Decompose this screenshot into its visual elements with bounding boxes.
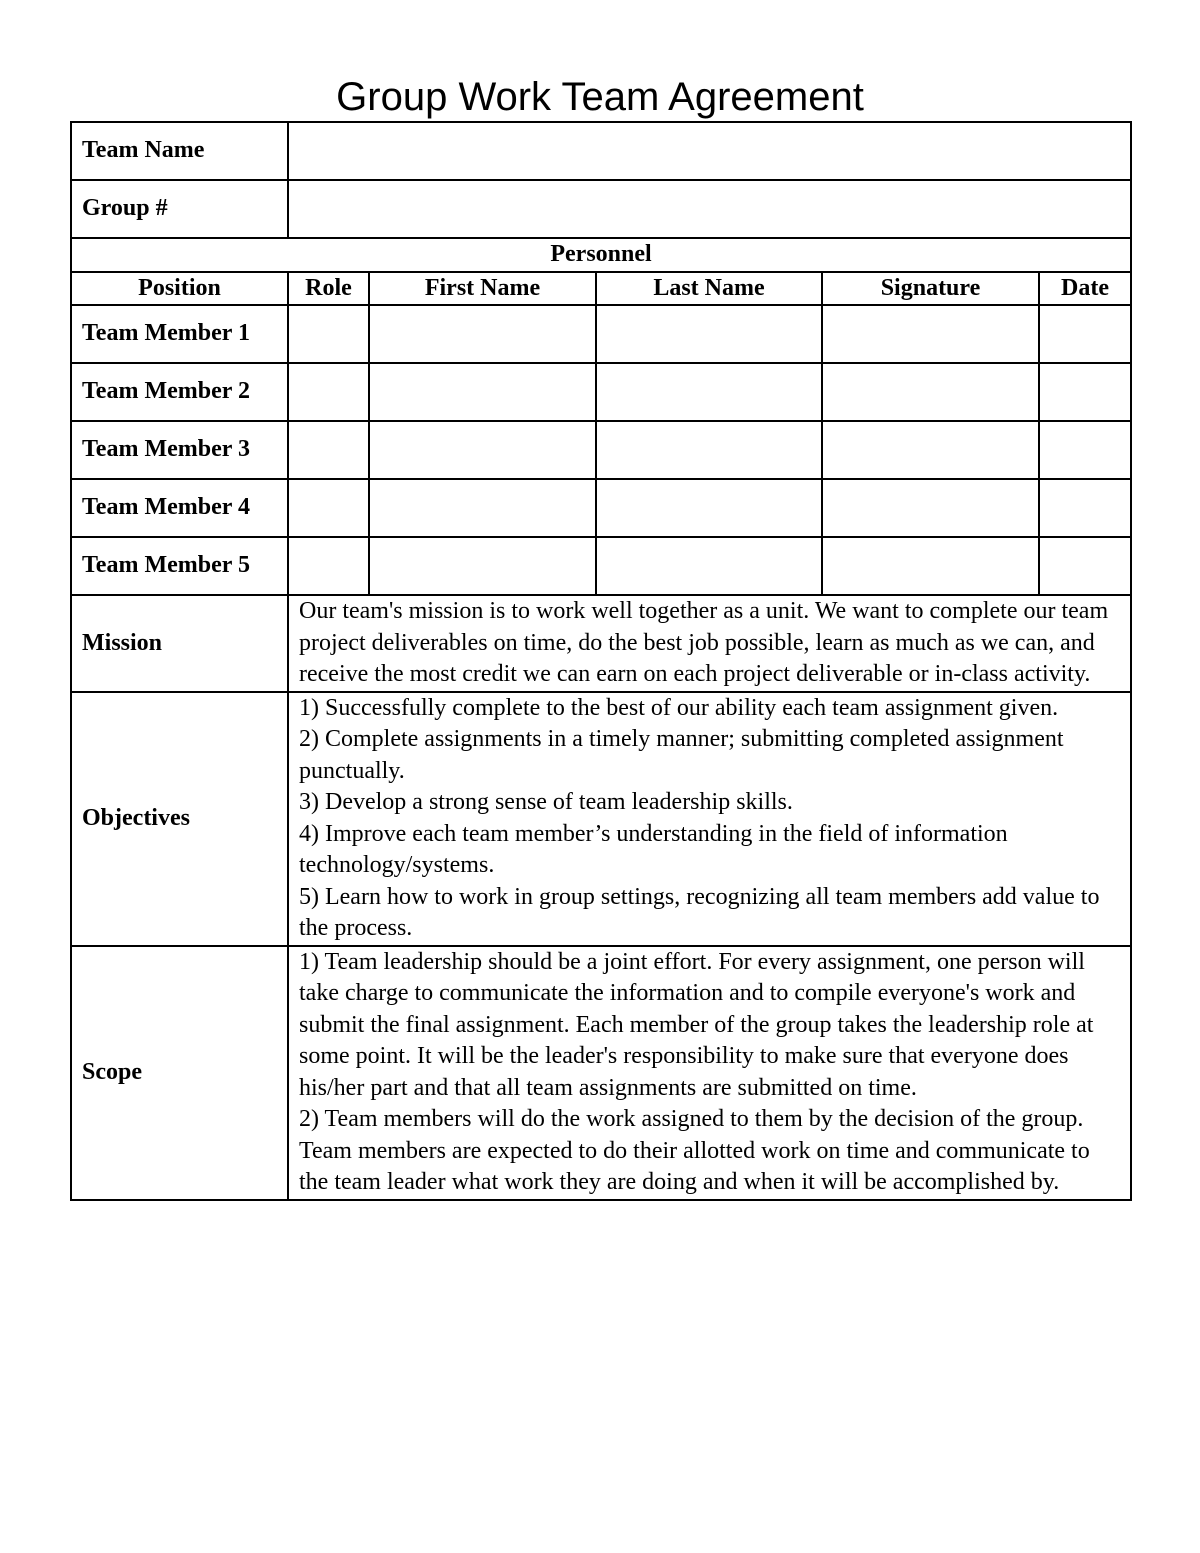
last-name-cell[interactable] [596, 363, 822, 421]
column-header-row [71, 272, 1131, 306]
objective-item: 3) Develop a strong sense of team leadership skills. [299, 789, 793, 815]
first-name-cell[interactable] [369, 479, 596, 537]
personnel-heading: Personnel [71, 238, 1131, 272]
team-member-row [71, 537, 1131, 595]
last-name-cell[interactable] [596, 421, 822, 479]
member-position: Team Member 3 [71, 421, 288, 479]
mission-label: Mission [71, 595, 288, 692]
date-cell[interactable] [1039, 421, 1131, 479]
role-cell[interactable] [288, 305, 369, 363]
signature-cell[interactable] [822, 363, 1039, 421]
member-position: Team Member 1 [71, 305, 288, 363]
date-cell[interactable] [1039, 305, 1131, 363]
document-title: Group Work Team Agreement [336, 75, 864, 119]
objectives-row [71, 692, 1131, 946]
role-cell[interactable] [288, 363, 369, 421]
signature-cell[interactable] [822, 421, 1039, 479]
last-name-cell[interactable] [596, 537, 822, 595]
scope-item: 1) Team leadership should be a joint effort. For every assignment, one person will take charge to communicate the information and to compile everyone's work and submit the final assignment. Each member of the group takes the leadership role at some point. It will be the leader's responsibility to make sure that everyone does his/her part and that all team assignments are submitted on time. [299, 948, 1094, 1101]
team-member-row [71, 421, 1131, 479]
objective-item: 2) Complete assignments in a timely manner; submitting completed assignment punctually. [299, 726, 1064, 784]
scope-row [71, 946, 1131, 1200]
last-name-cell[interactable] [596, 479, 822, 537]
signature-cell[interactable] [822, 305, 1039, 363]
objective-item: 4) Improve each team member’s understanding in the field of information technology/systems. [299, 820, 1008, 878]
member-position: Team Member 4 [71, 479, 288, 537]
objective-item: 1) Successfully complete to the best of our ability each team assignment given. [299, 694, 1059, 721]
column-header: First Name [369, 272, 596, 306]
column-header: Position [71, 272, 288, 306]
date-cell[interactable] [1039, 479, 1131, 537]
personnel-heading-row [71, 238, 1131, 272]
group-field[interactable] [288, 180, 1131, 238]
role-cell[interactable] [288, 421, 369, 479]
team-member-row [71, 479, 1131, 537]
scope-item: 2) Team members will do the work assigned to them by the decision of the group. Team members are expected to do their allotted work on time and communicate to the team leader what work they are doing and when it will be accomplished by. [299, 1106, 1090, 1195]
first-name-cell[interactable] [369, 421, 596, 479]
objectives-text [288, 692, 1131, 946]
column-header: Date [1039, 272, 1131, 306]
objective-item: 5) Learn how to work in group settings, recognizing all team members add value to the process. [299, 883, 1100, 941]
first-name-cell[interactable] [369, 363, 596, 421]
signature-cell[interactable] [822, 537, 1039, 595]
role-cell[interactable] [288, 537, 369, 595]
team-member-row [71, 305, 1131, 363]
scope-text [288, 946, 1131, 1200]
role-cell[interactable] [288, 479, 369, 537]
signature-cell[interactable] [822, 479, 1039, 537]
column-header: Signature [822, 272, 1039, 306]
group-row [71, 180, 1131, 238]
team-member-row [71, 363, 1131, 421]
mission-row [71, 595, 1131, 692]
mission-text: Our team's mission is to work well together as a unit. We want to complete our team project deliverables on time, do the best job possible, learn as much as we can, and receive the most credit we can earn on each project deliverable or in-class activity. [288, 595, 1131, 692]
team-name-label: Team Name [71, 122, 288, 180]
member-position: Team Member 5 [71, 537, 288, 595]
first-name-cell[interactable] [369, 537, 596, 595]
scope-label: Scope [71, 946, 288, 1200]
team-agreement-table [70, 121, 1132, 1201]
date-cell[interactable] [1039, 363, 1131, 421]
column-header: Role [288, 272, 369, 306]
column-header: Last Name [596, 272, 822, 306]
team-name-row [71, 122, 1131, 180]
group-label: Group # [71, 180, 288, 238]
member-position: Team Member 2 [71, 363, 288, 421]
last-name-cell[interactable] [596, 305, 822, 363]
team-name-field[interactable] [288, 122, 1131, 180]
date-cell[interactable] [1039, 537, 1131, 595]
objectives-label: Objectives [71, 692, 288, 946]
first-name-cell[interactable] [369, 305, 596, 363]
